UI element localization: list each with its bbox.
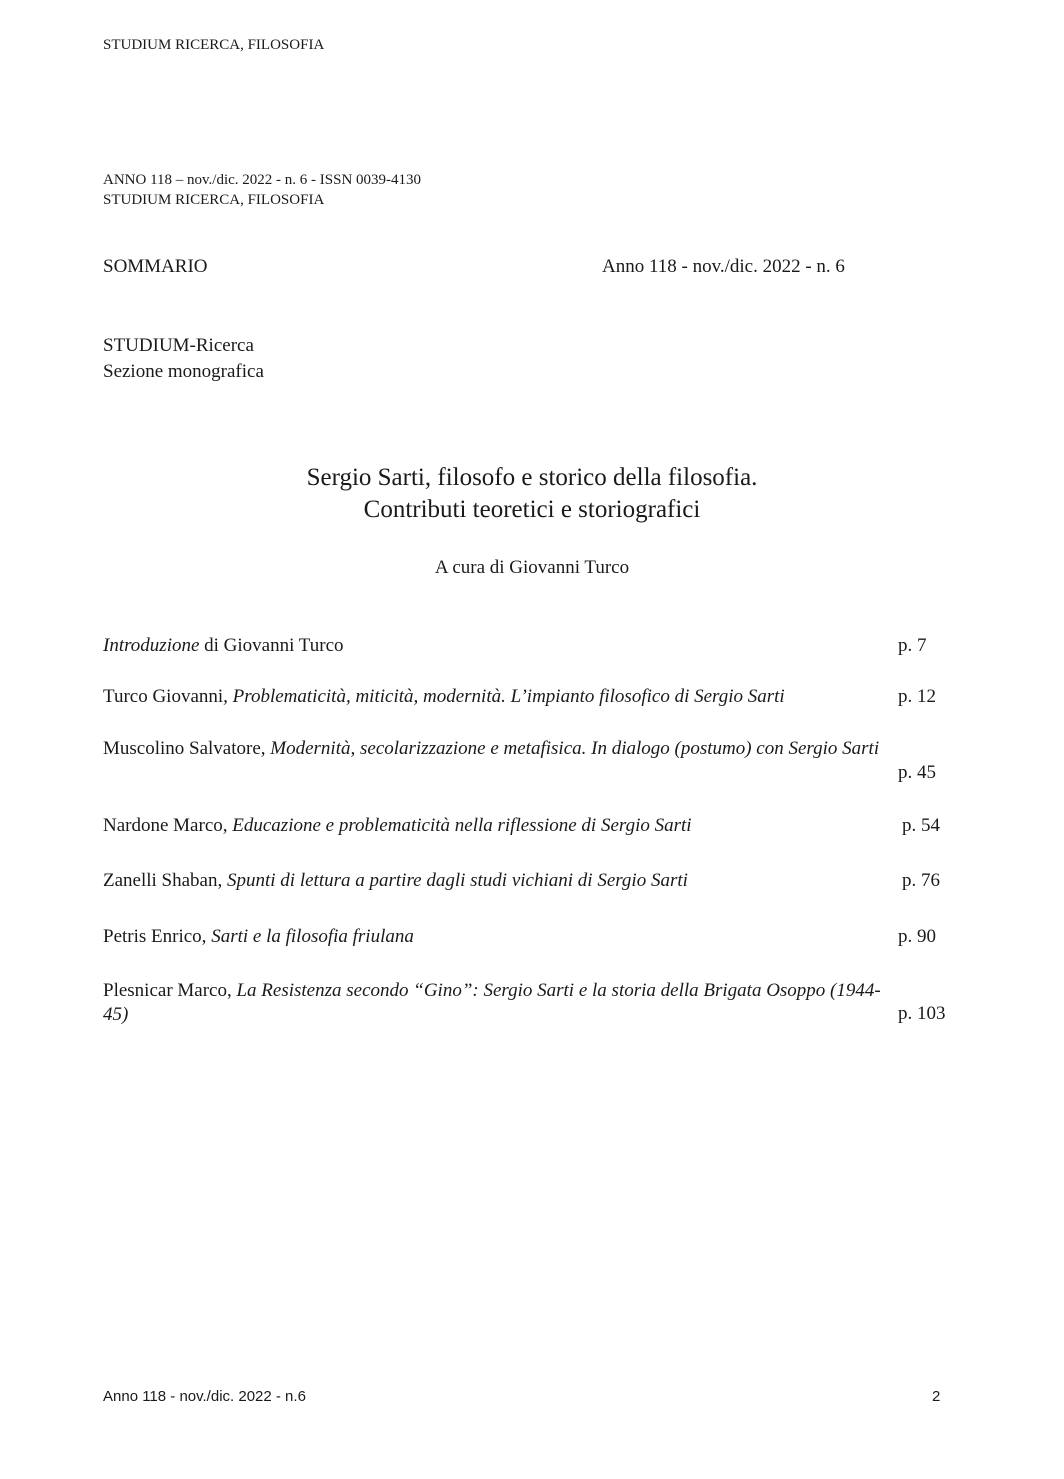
toc-author: di Giovanni Turco	[199, 635, 344, 656]
section-block	[103, 333, 264, 385]
toc-author: Zanelli Shaban,	[103, 870, 227, 891]
title-line-2: Contributi teoretici e storiografici	[363, 496, 701, 523]
toc-page: p. 76	[902, 870, 940, 891]
toc-work: , Problematicità, miticità, modernità. L’impianto filosofico di Sergio Sarti	[223, 686, 785, 707]
page-title	[0, 462, 1064, 526]
footer-issue: Anno 118 - nov./dic. 2022 - n.6	[103, 1388, 306, 1405]
toc-author: Petris Enrico,	[103, 926, 212, 947]
toc-entry	[103, 738, 879, 760]
toc-work: Sarti e la filosofia friulana	[211, 926, 414, 947]
toc-author: Muscolino Salvatore,	[103, 738, 271, 759]
toc-page: p. 7	[898, 635, 927, 656]
toc-work: Spunti di lettura a partire dagli studi vichiani di Sergio Sarti	[227, 870, 688, 891]
running-header: STUDIUM RICERCA, FILOSOFIA	[103, 37, 325, 53]
issue-line: ANNO 118 – nov./dic. 2022 - n. 6 - ISSN 0039-4130	[103, 172, 422, 188]
toc-page: p. 12	[898, 686, 936, 707]
toc-author: Plesnicar Marco,	[103, 980, 237, 1001]
toc-entry	[103, 979, 881, 1027]
journal-line: STUDIUM RICERCA, FILOSOFIA	[103, 192, 325, 208]
toc-entry	[103, 815, 692, 837]
toc-work: Educazione e problematicità nella riflessione di Sergio Sarti	[232, 815, 692, 836]
toc-author: Turco Giovanni	[103, 686, 224, 707]
toc-work-continued: 45)	[103, 1004, 129, 1025]
toc-author: Nardone Marco,	[103, 815, 233, 836]
toc-work: Introduzione	[103, 635, 200, 656]
section-name: STUDIUM-Ricerca	[103, 335, 254, 356]
toc-entry	[103, 635, 344, 657]
toc-entry	[103, 870, 688, 892]
toc-work: La Resistenza secondo “Gino”: Sergio Sarti e la storia della Brigata Osoppo (1944-	[236, 980, 881, 1001]
toc-entry	[103, 686, 785, 708]
toc-page: p. 54	[902, 815, 940, 836]
title-line-1: Sergio Sarti, filosofo e storico della filosofia.	[306, 464, 758, 491]
toc-work: Modernità, secolarizzazione e metafisica. In dialogo (postumo) con Sergio Sarti	[270, 738, 880, 759]
sommario-label: SOMMARIO	[103, 256, 208, 277]
toc-page: p. 90	[898, 926, 936, 947]
toc-page: p. 45	[898, 762, 936, 783]
toc-page: p. 103	[898, 1003, 946, 1024]
toc-entry	[103, 926, 414, 948]
editor-line: A cura di Giovanni Turco	[434, 557, 630, 578]
page-number: 2	[932, 1388, 941, 1405]
sommario-issue: Anno 118 - nov./dic. 2022 - n. 6	[602, 256, 845, 277]
section-type: Sezione monografica	[103, 361, 264, 382]
issue-block	[103, 170, 421, 210]
